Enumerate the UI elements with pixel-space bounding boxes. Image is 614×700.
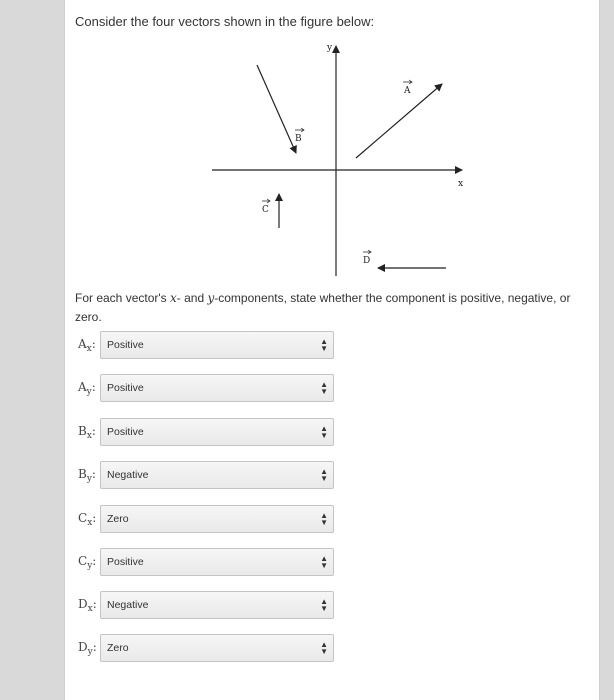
- instructions-part3: -components, state whether the component is positive, negative, or zero.: [75, 291, 571, 324]
- component-subscript: x: [87, 518, 93, 528]
- select-updown-icon: ▲ ▼: [320, 511, 328, 527]
- component-label-ay: [78, 380, 96, 397]
- vector-c-label: C: [262, 205, 269, 215]
- select-cx[interactable]: [100, 505, 334, 533]
- component-subscript: x: [86, 431, 92, 441]
- vector-b-label: B: [295, 134, 302, 144]
- component-subscript: y: [86, 387, 92, 397]
- component-label-ax: [78, 337, 96, 354]
- component-label-dx: [78, 597, 97, 614]
- select-ax[interactable]: [100, 331, 334, 359]
- label-colon: :: [91, 467, 96, 481]
- select-value: Zero: [107, 642, 129, 654]
- instructions-x-var: x: [170, 291, 177, 305]
- component-letter: A: [78, 380, 87, 394]
- select-value: Negative: [107, 599, 149, 611]
- select-dx[interactable]: [100, 591, 334, 619]
- component-subscript: y: [87, 647, 93, 657]
- component-letter: C: [78, 511, 88, 525]
- question-text: Consider the four vectors shown in the figure below:: [75, 14, 375, 29]
- select-dy[interactable]: [100, 634, 334, 662]
- label-colon: :: [92, 640, 97, 654]
- instructions-part2: - and: [176, 291, 208, 305]
- select-updown-icon: ▲ ▼: [320, 337, 328, 353]
- component-subscript: x: [87, 604, 93, 614]
- select-value: Negative: [107, 469, 149, 481]
- x-axis-label: x: [458, 179, 464, 189]
- select-by[interactable]: [100, 461, 334, 489]
- component-label-by: [78, 467, 96, 484]
- vector-figure: [200, 36, 480, 286]
- select-value: Positive: [107, 426, 144, 438]
- component-letter: B: [78, 467, 87, 481]
- component-letter: B: [78, 424, 87, 438]
- select-bx[interactable]: [100, 418, 334, 446]
- component-letter: D: [78, 640, 88, 654]
- instructions-part1: For each vector's: [75, 291, 170, 305]
- select-updown-icon: ▲ ▼: [320, 640, 328, 656]
- component-letter: A: [78, 337, 87, 351]
- component-label-cy: [78, 554, 96, 571]
- component-subscript: x: [86, 344, 92, 354]
- vector-b-arrow: [257, 65, 296, 153]
- instructions-y-var: y: [207, 291, 215, 305]
- vector-diagram: [200, 36, 480, 286]
- select-updown-icon: ▲ ▼: [320, 424, 328, 440]
- component-label-dy: [78, 640, 97, 657]
- label-colon: :: [92, 511, 97, 525]
- select-value: Zero: [107, 513, 129, 525]
- select-updown-icon: ▲ ▼: [320, 554, 328, 570]
- vector-a-arrow: [356, 84, 442, 158]
- select-ay[interactable]: [100, 374, 334, 402]
- y-axis-label: y: [327, 43, 333, 53]
- select-value: Positive: [107, 339, 144, 351]
- vector-c-label-arrow: [262, 199, 270, 203]
- vector-d-label: D: [363, 256, 371, 266]
- component-subscript: y: [87, 561, 93, 571]
- label-colon: :: [91, 380, 96, 394]
- select-value: Positive: [107, 556, 144, 568]
- select-updown-icon: ▲ ▼: [320, 597, 328, 613]
- select-updown-icon: ▲ ▼: [320, 467, 328, 483]
- instructions-text: [75, 289, 585, 327]
- vector-a-label-arrow: [403, 80, 412, 84]
- label-colon: :: [92, 597, 97, 611]
- component-label-cx: [78, 511, 96, 528]
- vector-d-label-arrow: [363, 250, 371, 254]
- component-label-bx: [78, 424, 96, 441]
- select-value: Positive: [107, 382, 144, 394]
- component-letter: D: [78, 597, 88, 611]
- label-colon: :: [91, 424, 96, 438]
- component-letter: C: [78, 554, 88, 568]
- vector-b-label-arrow: [295, 128, 304, 132]
- select-cy[interactable]: [100, 548, 334, 576]
- select-updown-icon: ▲ ▼: [320, 380, 328, 396]
- component-subscript: y: [86, 474, 92, 484]
- label-colon: :: [91, 337, 96, 351]
- vector-a-label: A: [404, 86, 411, 96]
- label-colon: :: [92, 554, 97, 568]
